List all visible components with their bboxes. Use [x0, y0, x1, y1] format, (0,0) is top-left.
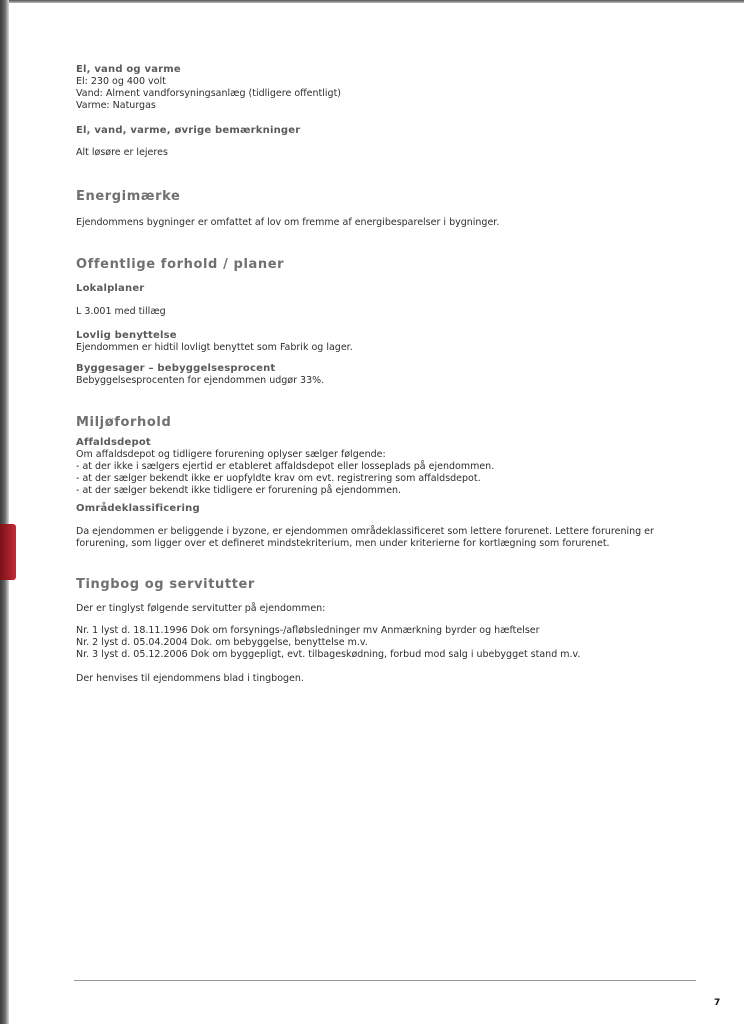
lokalplaner-text: L 3.001 med tillæg — [76, 306, 166, 317]
tingbog-intro: Der er tinglyst følgende servitutter på ejendommen: — [76, 603, 326, 614]
document-page — [76, 64, 686, 685]
lovlig-text: Ejendommen er hidtil lovligt benyttet som Fabrik og lager. — [76, 342, 353, 353]
byggesager-heading: Byggesager – bebyggelsesprocent — [76, 363, 276, 374]
omraadeklassificering-line: forurening, som ligger over et defineret mindstekriterium, men under kriterierne for kortlægning som forurenet. — [76, 538, 610, 549]
servitut-item: Nr. 1 lyst d. 18.11.1996 Dok om forsynings-/afløbsledninger mv Anmærkning byrder og hæftelser — [76, 625, 540, 636]
byggesager-text: Bebyggelsesprocenten for ejendommen udgør 33%. — [76, 375, 325, 386]
bemaerkninger-heading: El, vand, varme, øvrige bemærkninger — [76, 125, 301, 136]
affaldsdepot-line: - at der sælger bekendt ikke tidligere er forurening på ejendommen. — [76, 485, 402, 496]
el-vand-varme-heading: El, vand og varme — [76, 64, 181, 75]
scan-edge-top — [0, 0, 744, 3]
affaldsdepot-line: - at der sælger bekendt ikke er uopfyldte krav om evt. registrering som affaldsdepot. — [76, 473, 481, 484]
affaldsdepot-line: - at der ikke i sælgers ejertid er etableret affaldsdepot eller losseplads på ejendommen. — [76, 461, 495, 472]
omraadeklassificering-heading: Områdeklassificering — [76, 503, 200, 514]
offentlige-heading: Offentlige forhold / planer — [76, 257, 285, 272]
el-line: El: 230 og 400 volt — [76, 76, 166, 87]
bemaerkninger-text: Alt løsøre er lejeres — [76, 147, 168, 158]
red-tab-marker — [0, 524, 16, 580]
miljo-heading: Miljøforhold — [76, 415, 172, 430]
energimaerke-text: Ejendommens bygninger er omfattet af lov om fremme af energibesparelser i bygninger. — [76, 217, 500, 228]
affaldsdepot-line: Om affaldsdepot og tidligere forurening oplyser sælger følgende: — [76, 449, 386, 460]
footer-divider — [74, 980, 696, 981]
servitut-item: Nr. 2 lyst d. 05.04.2004 Dok. om bebyggelse, benyttelse m.v. — [76, 637, 368, 648]
affaldsdepot-heading: Affaldsdepot — [76, 437, 151, 448]
lovlig-heading: Lovlig benyttelse — [76, 330, 177, 341]
page-number: 7 — [714, 998, 721, 1008]
vand-line: Vand: Alment vandforsyningsanlæg (tidligere offentligt) — [76, 88, 342, 99]
tingbog-heading: Tingbog og servitutter — [76, 577, 255, 592]
lokalplaner-heading: Lokalplaner — [76, 283, 145, 294]
energimaerke-heading: Energimærke — [76, 189, 181, 204]
omraadeklassificering-line: Da ejendommen er beliggende i byzone, er ejendommen områdeklassificeret som lettere forurenet. Lettere forurening er — [76, 526, 654, 537]
tingbog-outro: Der henvises til ejendommens blad i tingbogen. — [76, 673, 304, 684]
servitut-item: Nr. 3 lyst d. 05.12.2006 Dok om byggepligt, evt. tilbageskødning, forbud mod salg i ubebygget stand m.v. — [76, 649, 581, 660]
scan-edge-left — [0, 0, 9, 1024]
varme-line: Varme: Naturgas — [76, 100, 156, 111]
